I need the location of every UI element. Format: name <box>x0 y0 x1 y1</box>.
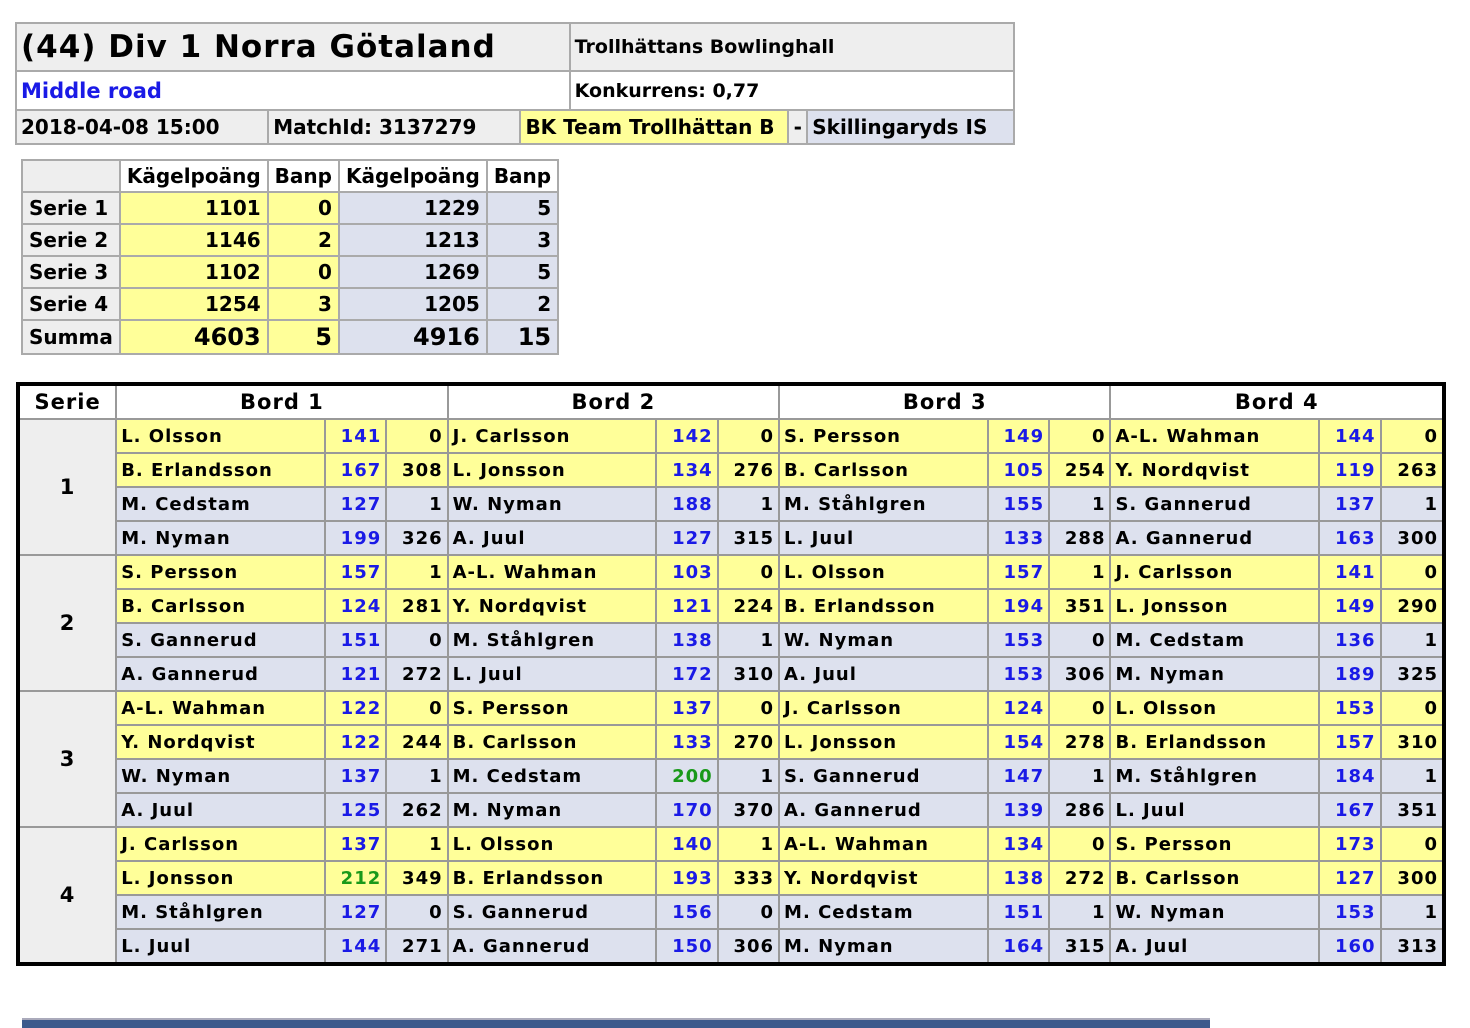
player-score: 173 <box>1319 827 1380 861</box>
player-total: 1 <box>718 759 779 793</box>
player-total: 0 <box>386 419 447 453</box>
player-score: 144 <box>325 929 386 964</box>
home-kagelpoang: 1254 <box>120 288 268 320</box>
player-total: 306 <box>1049 657 1110 691</box>
player-score: 199 <box>325 521 386 555</box>
header-bord-1: Bord 1 <box>116 384 447 419</box>
table-row <box>18 793 1444 827</box>
summary-total-row <box>22 320 558 354</box>
series-summary-table <box>21 159 559 355</box>
player-total: 278 <box>1049 725 1110 759</box>
player-score: 154 <box>988 725 1049 759</box>
player-name: B. Erlandsson <box>1110 725 1319 759</box>
player-name: J. Carlsson <box>779 691 988 725</box>
konkurrens-value: Konkurrens: 0,77 <box>570 71 1014 110</box>
player-name: S. Gannerud <box>1110 487 1319 521</box>
player-score: 127 <box>1319 861 1380 895</box>
player-score: 164 <box>988 929 1049 964</box>
player-score: 105 <box>988 453 1049 487</box>
bottom-nav-bar <box>22 1018 1210 1028</box>
player-total: 0 <box>1381 555 1444 589</box>
player-name: A. Gannerud <box>448 929 657 964</box>
summary-row-label: Serie 1 <box>22 192 120 224</box>
serie-label: 4 <box>18 827 116 964</box>
player-total: 244 <box>386 725 447 759</box>
player-total: 1 <box>1381 487 1444 521</box>
away-kagelpoang: 1269 <box>339 256 487 288</box>
player-score: 172 <box>656 657 717 691</box>
player-total: 0 <box>1049 827 1110 861</box>
player-name: W. Nyman <box>448 487 657 521</box>
player-score: 121 <box>656 589 717 623</box>
results-table <box>16 382 1446 966</box>
player-name: M. Ståhlgren <box>1110 759 1319 793</box>
player-name: S. Persson <box>1110 827 1319 861</box>
player-name: W. Nyman <box>1110 895 1319 929</box>
results-header-row <box>18 384 1444 419</box>
player-score: 136 <box>1319 623 1380 657</box>
player-name: A-L. Wahman <box>116 691 325 725</box>
player-name: A-L. Wahman <box>779 827 988 861</box>
table-row <box>18 589 1444 623</box>
player-total: 270 <box>718 725 779 759</box>
table-row <box>18 759 1444 793</box>
home-banp: 0 <box>268 256 339 288</box>
serie-label: 3 <box>18 691 116 827</box>
player-name: A-L. Wahman <box>1110 419 1319 453</box>
player-name: S. Gannerud <box>448 895 657 929</box>
match-datetime: 2018-04-08 15:00 <box>16 110 268 144</box>
player-score: 189 <box>1319 657 1380 691</box>
player-name: M. Ståhlgren <box>448 623 657 657</box>
away-kagelpoang-total: 4916 <box>339 320 487 354</box>
player-name: L. Jonsson <box>779 725 988 759</box>
player-score: 139 <box>988 793 1049 827</box>
player-total: 1 <box>718 623 779 657</box>
player-score: 156 <box>656 895 717 929</box>
player-total: 0 <box>1381 827 1444 861</box>
player-total: 0 <box>1049 419 1110 453</box>
player-name: B. Carlsson <box>779 453 988 487</box>
player-total: 276 <box>718 453 779 487</box>
player-total: 308 <box>386 453 447 487</box>
summary-header-home-banp: Banp <box>268 160 339 192</box>
player-total: 254 <box>1049 453 1110 487</box>
player-score: 184 <box>1319 759 1380 793</box>
player-name: L. Olsson <box>116 419 325 453</box>
player-name: B. Erlandsson <box>116 453 325 487</box>
summary-row-label: Serie 3 <box>22 256 120 288</box>
away-kagelpoang: 1213 <box>339 224 487 256</box>
match-header <box>15 22 1015 145</box>
player-name: L. Olsson <box>448 827 657 861</box>
player-score: 119 <box>1319 453 1380 487</box>
player-score: 163 <box>1319 521 1380 555</box>
player-total: 370 <box>718 793 779 827</box>
player-total: 1 <box>718 827 779 861</box>
header-serie: Serie <box>18 384 116 419</box>
player-total: 1 <box>718 487 779 521</box>
player-name: L. Jonsson <box>448 453 657 487</box>
player-total: 0 <box>1049 691 1110 725</box>
home-banp: 2 <box>268 224 339 256</box>
player-name: M. Nyman <box>779 929 988 964</box>
player-total: 333 <box>718 861 779 895</box>
player-total: 313 <box>1381 929 1444 964</box>
home-kagelpoang: 1101 <box>120 192 268 224</box>
away-banp-total: 15 <box>487 320 558 354</box>
player-name: Y. Nordqvist <box>116 725 325 759</box>
player-name: B. Carlsson <box>448 725 657 759</box>
player-name: J. Carlsson <box>116 827 325 861</box>
player-total: 272 <box>1049 861 1110 895</box>
player-name: B. Erlandsson <box>448 861 657 895</box>
table-row <box>18 453 1444 487</box>
player-name: M. Nyman <box>448 793 657 827</box>
player-total: 310 <box>1381 725 1444 759</box>
player-total: 310 <box>718 657 779 691</box>
player-score: 133 <box>656 725 717 759</box>
player-total: 1 <box>1049 895 1110 929</box>
summary-row <box>22 256 558 288</box>
player-total: 315 <box>718 521 779 555</box>
player-score: 157 <box>1319 725 1380 759</box>
subtitle-link[interactable]: Middle road <box>16 71 570 110</box>
player-name: W. Nyman <box>779 623 988 657</box>
player-name: L. Olsson <box>1110 691 1319 725</box>
home-banp: 0 <box>268 192 339 224</box>
player-score: 149 <box>1319 589 1380 623</box>
summary-header-away-kagelpoang: Kägelpoäng <box>339 160 487 192</box>
player-total: 351 <box>1381 793 1444 827</box>
home-kagelpoang: 1102 <box>120 256 268 288</box>
player-name: L. Juul <box>448 657 657 691</box>
player-score: 124 <box>988 691 1049 725</box>
team-separator: - <box>788 110 807 144</box>
table-row <box>18 827 1444 861</box>
summary-header-home-kagelpoang: Kägelpoäng <box>120 160 268 192</box>
player-total: 1 <box>1381 623 1444 657</box>
player-score: 157 <box>325 555 386 589</box>
away-banp: 5 <box>487 192 558 224</box>
player-score: 125 <box>325 793 386 827</box>
player-score: 137 <box>325 759 386 793</box>
player-total: 325 <box>1381 657 1444 691</box>
player-name: A-L. Wahman <box>448 555 657 589</box>
summary-row <box>22 224 558 256</box>
player-total: 1 <box>1049 487 1110 521</box>
player-total: 300 <box>1381 861 1444 895</box>
player-score: 153 <box>1319 691 1380 725</box>
player-score: 160 <box>1319 929 1380 964</box>
table-row <box>18 623 1444 657</box>
player-score: 170 <box>656 793 717 827</box>
player-score: 141 <box>1319 555 1380 589</box>
player-score: 188 <box>656 487 717 521</box>
summary-corner <box>22 160 120 192</box>
away-kagelpoang: 1229 <box>339 192 487 224</box>
away-banp: 5 <box>487 256 558 288</box>
player-score: 134 <box>656 453 717 487</box>
player-score: 153 <box>1319 895 1380 929</box>
home-kagelpoang-total: 4603 <box>120 320 268 354</box>
header-bord-4: Bord 4 <box>1110 384 1444 419</box>
player-name: B. Erlandsson <box>779 589 988 623</box>
player-name: L. Jonsson <box>1110 589 1319 623</box>
player-total: 0 <box>718 419 779 453</box>
player-total: 224 <box>718 589 779 623</box>
player-total: 0 <box>1049 623 1110 657</box>
player-score: 137 <box>325 827 386 861</box>
player-score: 151 <box>988 895 1049 929</box>
player-score: 140 <box>656 827 717 861</box>
player-score: 127 <box>325 895 386 929</box>
player-name: Y. Nordqvist <box>1110 453 1319 487</box>
player-total: 1 <box>386 487 447 521</box>
player-name: B. Carlsson <box>116 589 325 623</box>
player-total: 1 <box>1049 555 1110 589</box>
summary-row <box>22 192 558 224</box>
summary-row <box>22 288 558 320</box>
away-banp: 3 <box>487 224 558 256</box>
player-total: 0 <box>1381 691 1444 725</box>
player-name: Y. Nordqvist <box>779 861 988 895</box>
player-name: M. Cedstam <box>448 759 657 793</box>
player-total: 288 <box>1049 521 1110 555</box>
serie-label: 1 <box>18 419 116 555</box>
player-name: L. Juul <box>1110 793 1319 827</box>
player-total: 0 <box>1381 419 1444 453</box>
player-score: 137 <box>1319 487 1380 521</box>
venue-name: Trollhättans Bowlinghall <box>570 23 1014 71</box>
home-kagelpoang: 1146 <box>120 224 268 256</box>
player-name: L. Juul <box>779 521 988 555</box>
player-total: 300 <box>1381 521 1444 555</box>
player-total: 306 <box>718 929 779 964</box>
player-total: 271 <box>386 929 447 964</box>
player-total: 0 <box>386 895 447 929</box>
player-score: 127 <box>325 487 386 521</box>
player-name: M. Nyman <box>116 521 325 555</box>
player-score: 200 <box>656 759 717 793</box>
player-score: 150 <box>656 929 717 964</box>
player-total: 281 <box>386 589 447 623</box>
player-name: J. Carlsson <box>448 419 657 453</box>
table-row <box>18 929 1444 964</box>
player-score: 194 <box>988 589 1049 623</box>
player-score: 138 <box>988 861 1049 895</box>
player-score: 103 <box>656 555 717 589</box>
player-total: 326 <box>386 521 447 555</box>
player-total: 263 <box>1381 453 1444 487</box>
table-row <box>18 895 1444 929</box>
player-name: L. Olsson <box>779 555 988 589</box>
player-score: 193 <box>656 861 717 895</box>
player-score: 212 <box>325 861 386 895</box>
serie-label: 2 <box>18 555 116 691</box>
player-total: 351 <box>1049 589 1110 623</box>
player-name: S. Persson <box>779 419 988 453</box>
player-name: A. Juul <box>448 521 657 555</box>
player-score: 144 <box>1319 419 1380 453</box>
player-score: 153 <box>988 657 1049 691</box>
player-total: 0 <box>386 691 447 725</box>
table-row <box>18 521 1444 555</box>
table-row <box>18 555 1444 589</box>
player-total: 0 <box>718 691 779 725</box>
table-row <box>18 691 1444 725</box>
player-score: 141 <box>325 419 386 453</box>
player-name: A. Gannerud <box>779 793 988 827</box>
player-total: 1 <box>386 827 447 861</box>
summary-total-label: Summa <box>22 320 120 354</box>
player-name: M. Ståhlgren <box>779 487 988 521</box>
summary-row-label: Serie 2 <box>22 224 120 256</box>
player-total: 1 <box>1381 759 1444 793</box>
player-total: 290 <box>1381 589 1444 623</box>
player-name: S. Persson <box>116 555 325 589</box>
player-score: 127 <box>656 521 717 555</box>
player-total: 262 <box>386 793 447 827</box>
away-team: Skillingaryds IS <box>807 110 1014 144</box>
player-total: 286 <box>1049 793 1110 827</box>
player-score: 122 <box>325 725 386 759</box>
player-score: 167 <box>325 453 386 487</box>
player-total: 1 <box>1049 759 1110 793</box>
player-total: 1 <box>1381 895 1444 929</box>
home-banp-total: 5 <box>268 320 339 354</box>
player-name: B. Carlsson <box>1110 861 1319 895</box>
summary-row-label: Serie 4 <box>22 288 120 320</box>
player-score: 133 <box>988 521 1049 555</box>
player-name: S. Persson <box>448 691 657 725</box>
player-name: M. Ståhlgren <box>116 895 325 929</box>
away-banp: 2 <box>487 288 558 320</box>
player-name: S. Gannerud <box>116 623 325 657</box>
player-total: 349 <box>386 861 447 895</box>
player-score: 153 <box>988 623 1049 657</box>
player-name: W. Nyman <box>116 759 325 793</box>
header-bord-2: Bord 2 <box>448 384 779 419</box>
player-name: A. Gannerud <box>116 657 325 691</box>
home-banp: 3 <box>268 288 339 320</box>
player-name: A. Juul <box>779 657 988 691</box>
table-row <box>18 861 1444 895</box>
player-name: M. Cedstam <box>779 895 988 929</box>
player-name: A. Juul <box>1110 929 1319 964</box>
player-name: Y. Nordqvist <box>448 589 657 623</box>
player-name: M. Cedstam <box>116 487 325 521</box>
player-total: 1 <box>386 759 447 793</box>
player-total: 0 <box>386 623 447 657</box>
player-name: L. Juul <box>116 929 325 964</box>
player-total: 0 <box>718 895 779 929</box>
player-score: 121 <box>325 657 386 691</box>
player-score: 151 <box>325 623 386 657</box>
player-name: M. Nyman <box>1110 657 1319 691</box>
player-score: 147 <box>988 759 1049 793</box>
player-total: 0 <box>718 555 779 589</box>
away-kagelpoang: 1205 <box>339 288 487 320</box>
player-score: 137 <box>656 691 717 725</box>
player-name: A. Gannerud <box>1110 521 1319 555</box>
header-bord-3: Bord 3 <box>779 384 1110 419</box>
player-score: 124 <box>325 589 386 623</box>
player-name: A. Juul <box>116 793 325 827</box>
player-name: M. Cedstam <box>1110 623 1319 657</box>
player-score: 142 <box>656 419 717 453</box>
player-score: 134 <box>988 827 1049 861</box>
player-score: 149 <box>988 419 1049 453</box>
player-score: 167 <box>1319 793 1380 827</box>
table-row <box>18 487 1444 521</box>
table-row <box>18 419 1444 453</box>
player-score: 122 <box>325 691 386 725</box>
player-score: 157 <box>988 555 1049 589</box>
player-total: 272 <box>386 657 447 691</box>
home-team: BK Team Trollhättan B <box>520 110 788 144</box>
summary-header-away-banp: Banp <box>487 160 558 192</box>
player-score: 138 <box>656 623 717 657</box>
player-name: J. Carlsson <box>1110 555 1319 589</box>
table-row <box>18 657 1444 691</box>
page-title: (44) Div 1 Norra Götaland <box>16 23 570 71</box>
match-id: MatchId: 3137279 <box>268 110 520 144</box>
player-name: L. Jonsson <box>116 861 325 895</box>
player-name: S. Gannerud <box>779 759 988 793</box>
player-total: 315 <box>1049 929 1110 964</box>
player-total: 1 <box>386 555 447 589</box>
table-row <box>18 725 1444 759</box>
player-score: 155 <box>988 487 1049 521</box>
